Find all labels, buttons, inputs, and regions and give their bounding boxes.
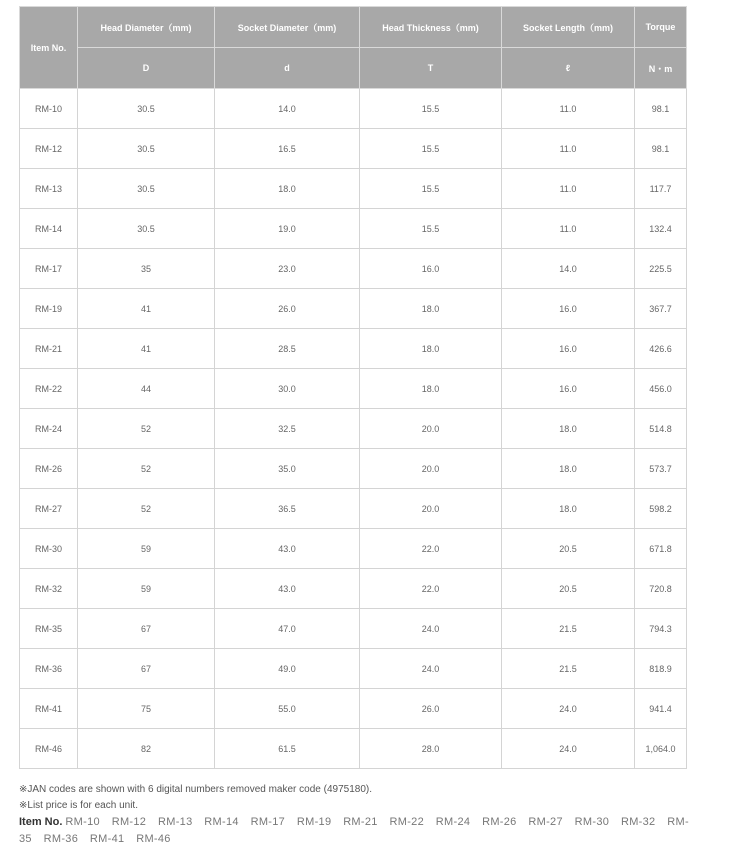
table-row xyxy=(20,169,687,209)
cell-item-no: RM-46 xyxy=(20,729,78,769)
cell-socket-diameter: 28.5 xyxy=(215,329,360,369)
cell-head-thickness: 15.5 xyxy=(360,209,502,249)
cell-head-diameter: 41 xyxy=(78,329,215,369)
item-link[interactable]: RM-26 xyxy=(482,816,517,828)
header-head-thickness: Head Thickness（mm) xyxy=(360,7,502,48)
cell-head-thickness: 24.0 xyxy=(360,649,502,689)
cell-socket-diameter: 43.0 xyxy=(215,569,360,609)
cell-socket-length: 16.0 xyxy=(502,369,635,409)
item-link[interactable]: RM-27 xyxy=(528,816,563,828)
cell-torque: 1,064.0 xyxy=(635,729,687,769)
item-link[interactable]: RM-46 xyxy=(136,833,171,845)
cell-torque: 117.7 xyxy=(635,169,687,209)
cell-socket-diameter: 61.5 xyxy=(215,729,360,769)
header-head-diameter: Head Diameter（mm) xyxy=(78,7,215,48)
cell-torque: 456.0 xyxy=(635,369,687,409)
cell-head-diameter: 30.5 xyxy=(78,209,215,249)
cell-torque: 132.4 xyxy=(635,209,687,249)
cell-torque: 573.7 xyxy=(635,449,687,489)
cell-item-no: RM-24 xyxy=(20,409,78,449)
cell-socket-diameter: 19.0 xyxy=(215,209,360,249)
header-head-thickness-symbol: T xyxy=(360,48,502,89)
cell-torque: 98.1 xyxy=(635,129,687,169)
table-row xyxy=(20,209,687,249)
item-link[interactable]: RM-22 xyxy=(389,816,424,828)
cell-socket-length: 20.5 xyxy=(502,569,635,609)
cell-item-no: RM-13 xyxy=(20,169,78,209)
cell-head-diameter: 52 xyxy=(78,449,215,489)
cell-torque: 794.3 xyxy=(635,609,687,649)
cell-item-no: RM-10 xyxy=(20,89,78,129)
item-link[interactable]: RM-21 xyxy=(343,816,378,828)
cell-torque: 426.6 xyxy=(635,329,687,369)
cell-head-thickness: 26.0 xyxy=(360,689,502,729)
jan-code-note: ※JAN codes are shown with 6 digital numbers removed maker code (4975180). xyxy=(19,784,372,795)
item-link[interactable]: RM-36 xyxy=(43,833,79,845)
cell-head-diameter: 75 xyxy=(78,689,215,729)
cell-torque: 720.8 xyxy=(635,569,687,609)
header-row-symbols xyxy=(20,48,687,89)
table-row xyxy=(20,129,687,169)
cell-head-diameter: 35 xyxy=(78,249,215,289)
cell-item-no: RM-12 xyxy=(20,129,78,169)
cell-item-no: RM-22 xyxy=(20,369,78,409)
item-link[interactable]: RM-14 xyxy=(204,816,239,828)
cell-socket-diameter: 26.0 xyxy=(215,289,360,329)
table-row xyxy=(20,89,687,129)
table-row xyxy=(20,729,687,769)
table-row xyxy=(20,409,687,449)
cell-head-diameter: 67 xyxy=(78,609,215,649)
table-row xyxy=(20,369,687,409)
cell-socket-length: 24.0 xyxy=(502,689,635,729)
cell-head-diameter: 44 xyxy=(78,369,215,409)
cell-socket-length: 21.5 xyxy=(502,649,635,689)
cell-torque: 514.8 xyxy=(635,409,687,449)
table-row xyxy=(20,289,687,329)
cell-head-diameter: 52 xyxy=(78,489,215,529)
item-list-label: Item No. xyxy=(19,816,63,828)
cell-socket-length: 11.0 xyxy=(502,89,635,129)
cell-item-no: RM-17 xyxy=(20,249,78,289)
cell-socket-diameter: 14.0 xyxy=(215,89,360,129)
cell-head-diameter: 30.5 xyxy=(78,129,215,169)
cell-socket-length: 24.0 xyxy=(502,729,635,769)
table-row xyxy=(20,609,687,649)
header-row-labels xyxy=(20,7,687,48)
item-link[interactable]: RM-12 xyxy=(111,816,147,828)
header-torque: Torque xyxy=(635,7,687,48)
cell-head-diameter: 67 xyxy=(78,649,215,689)
cell-socket-diameter: 43.0 xyxy=(215,529,360,569)
header-socket-length: Socket Length（mm) xyxy=(502,7,635,48)
item-link[interactable]: RM-17 xyxy=(250,816,286,828)
table-row xyxy=(20,689,687,729)
cell-head-thickness: 20.0 xyxy=(360,449,502,489)
cell-socket-length: 16.0 xyxy=(502,289,635,329)
table-row xyxy=(20,569,687,609)
header-socket-diameter: Socket Diameter（mm) xyxy=(215,7,360,48)
cell-socket-diameter: 18.0 xyxy=(215,169,360,209)
table-row xyxy=(20,329,687,369)
cell-head-diameter: 30.5 xyxy=(78,169,215,209)
cell-socket-diameter: 36.5 xyxy=(215,489,360,529)
item-link[interactable]: RM-32 xyxy=(620,816,656,828)
cell-socket-length: 21.5 xyxy=(502,609,635,649)
cell-head-thickness: 15.5 xyxy=(360,89,502,129)
item-link[interactable]: RM-10 xyxy=(65,816,100,828)
table-row xyxy=(20,449,687,489)
cell-socket-length: 14.0 xyxy=(502,249,635,289)
cell-head-thickness: 15.5 xyxy=(360,129,502,169)
header-socket-diameter-symbol: d xyxy=(215,48,360,89)
cell-head-thickness: 28.0 xyxy=(360,729,502,769)
item-link[interactable]: RM-41 xyxy=(89,833,125,845)
header-head-diameter-symbol: D xyxy=(78,48,215,89)
table-row xyxy=(20,529,687,569)
cell-head-thickness: 16.0 xyxy=(360,249,502,289)
cell-head-thickness: 24.0 xyxy=(360,609,502,649)
table-header xyxy=(20,7,687,89)
header-item-no: Item No. xyxy=(20,7,78,89)
cell-head-diameter: 59 xyxy=(78,569,215,609)
cell-item-no: RM-30 xyxy=(20,529,78,569)
cell-head-thickness: 18.0 xyxy=(360,289,502,329)
cell-head-thickness: 20.0 xyxy=(360,489,502,529)
cell-item-no: RM-41 xyxy=(20,689,78,729)
item-link[interactable]: RM-35 xyxy=(19,816,689,845)
item-link[interactable]: RM-30 xyxy=(574,816,610,828)
table-row xyxy=(20,649,687,689)
cell-head-thickness: 18.0 xyxy=(360,369,502,409)
cell-socket-length: 11.0 xyxy=(502,169,635,209)
cell-torque: 225.5 xyxy=(635,249,687,289)
item-number-list xyxy=(19,814,709,848)
cell-socket-length: 20.5 xyxy=(502,529,635,569)
cell-socket-length: 11.0 xyxy=(502,129,635,169)
cell-head-thickness: 18.0 xyxy=(360,329,502,369)
cell-head-diameter: 30.5 xyxy=(78,89,215,129)
cell-socket-diameter: 47.0 xyxy=(215,609,360,649)
cell-socket-length: 11.0 xyxy=(502,209,635,249)
header-torque-unit: N・m xyxy=(635,48,687,89)
cell-torque: 598.2 xyxy=(635,489,687,529)
cell-torque: 671.8 xyxy=(635,529,687,569)
cell-socket-diameter: 35.0 xyxy=(215,449,360,489)
cell-item-no: RM-14 xyxy=(20,209,78,249)
cell-socket-length: 16.0 xyxy=(502,329,635,369)
cell-socket-diameter: 55.0 xyxy=(215,689,360,729)
cell-socket-diameter: 49.0 xyxy=(215,649,360,689)
cell-torque: 367.7 xyxy=(635,289,687,329)
cell-head-thickness: 22.0 xyxy=(360,529,502,569)
list-price-note: ※List price is for each unit. xyxy=(19,800,138,811)
cell-item-no: RM-21 xyxy=(20,329,78,369)
notes-section xyxy=(19,782,709,848)
cell-socket-diameter: 23.0 xyxy=(215,249,360,289)
cell-socket-length: 18.0 xyxy=(502,489,635,529)
cell-socket-length: 18.0 xyxy=(502,449,635,489)
item-link[interactable]: RM-13 xyxy=(158,816,193,828)
spec-table xyxy=(19,6,687,769)
cell-head-diameter: 41 xyxy=(78,289,215,329)
cell-head-thickness: 15.5 xyxy=(360,169,502,209)
cell-item-no: RM-26 xyxy=(20,449,78,489)
cell-socket-diameter: 30.0 xyxy=(215,369,360,409)
cell-head-diameter: 82 xyxy=(78,729,215,769)
table-row xyxy=(20,489,687,529)
cell-item-no: RM-32 xyxy=(20,569,78,609)
cell-item-no: RM-35 xyxy=(20,609,78,649)
item-link[interactable]: RM-19 xyxy=(296,816,332,828)
cell-torque: 941.4 xyxy=(635,689,687,729)
cell-head-thickness: 22.0 xyxy=(360,569,502,609)
header-socket-length-symbol: ℓ xyxy=(502,48,635,89)
cell-torque: 98.1 xyxy=(635,89,687,129)
cell-item-no: RM-19 xyxy=(20,289,78,329)
cell-socket-length: 18.0 xyxy=(502,409,635,449)
cell-head-diameter: 52 xyxy=(78,409,215,449)
table-body xyxy=(20,89,687,769)
cell-head-diameter: 59 xyxy=(78,529,215,569)
cell-item-no: RM-27 xyxy=(20,489,78,529)
cell-item-no: RM-36 xyxy=(20,649,78,689)
cell-head-thickness: 20.0 xyxy=(360,409,502,449)
table-row xyxy=(20,249,687,289)
item-link[interactable]: RM-24 xyxy=(435,816,471,828)
cell-socket-diameter: 32.5 xyxy=(215,409,360,449)
cell-torque: 818.9 xyxy=(635,649,687,689)
cell-socket-diameter: 16.5 xyxy=(215,129,360,169)
